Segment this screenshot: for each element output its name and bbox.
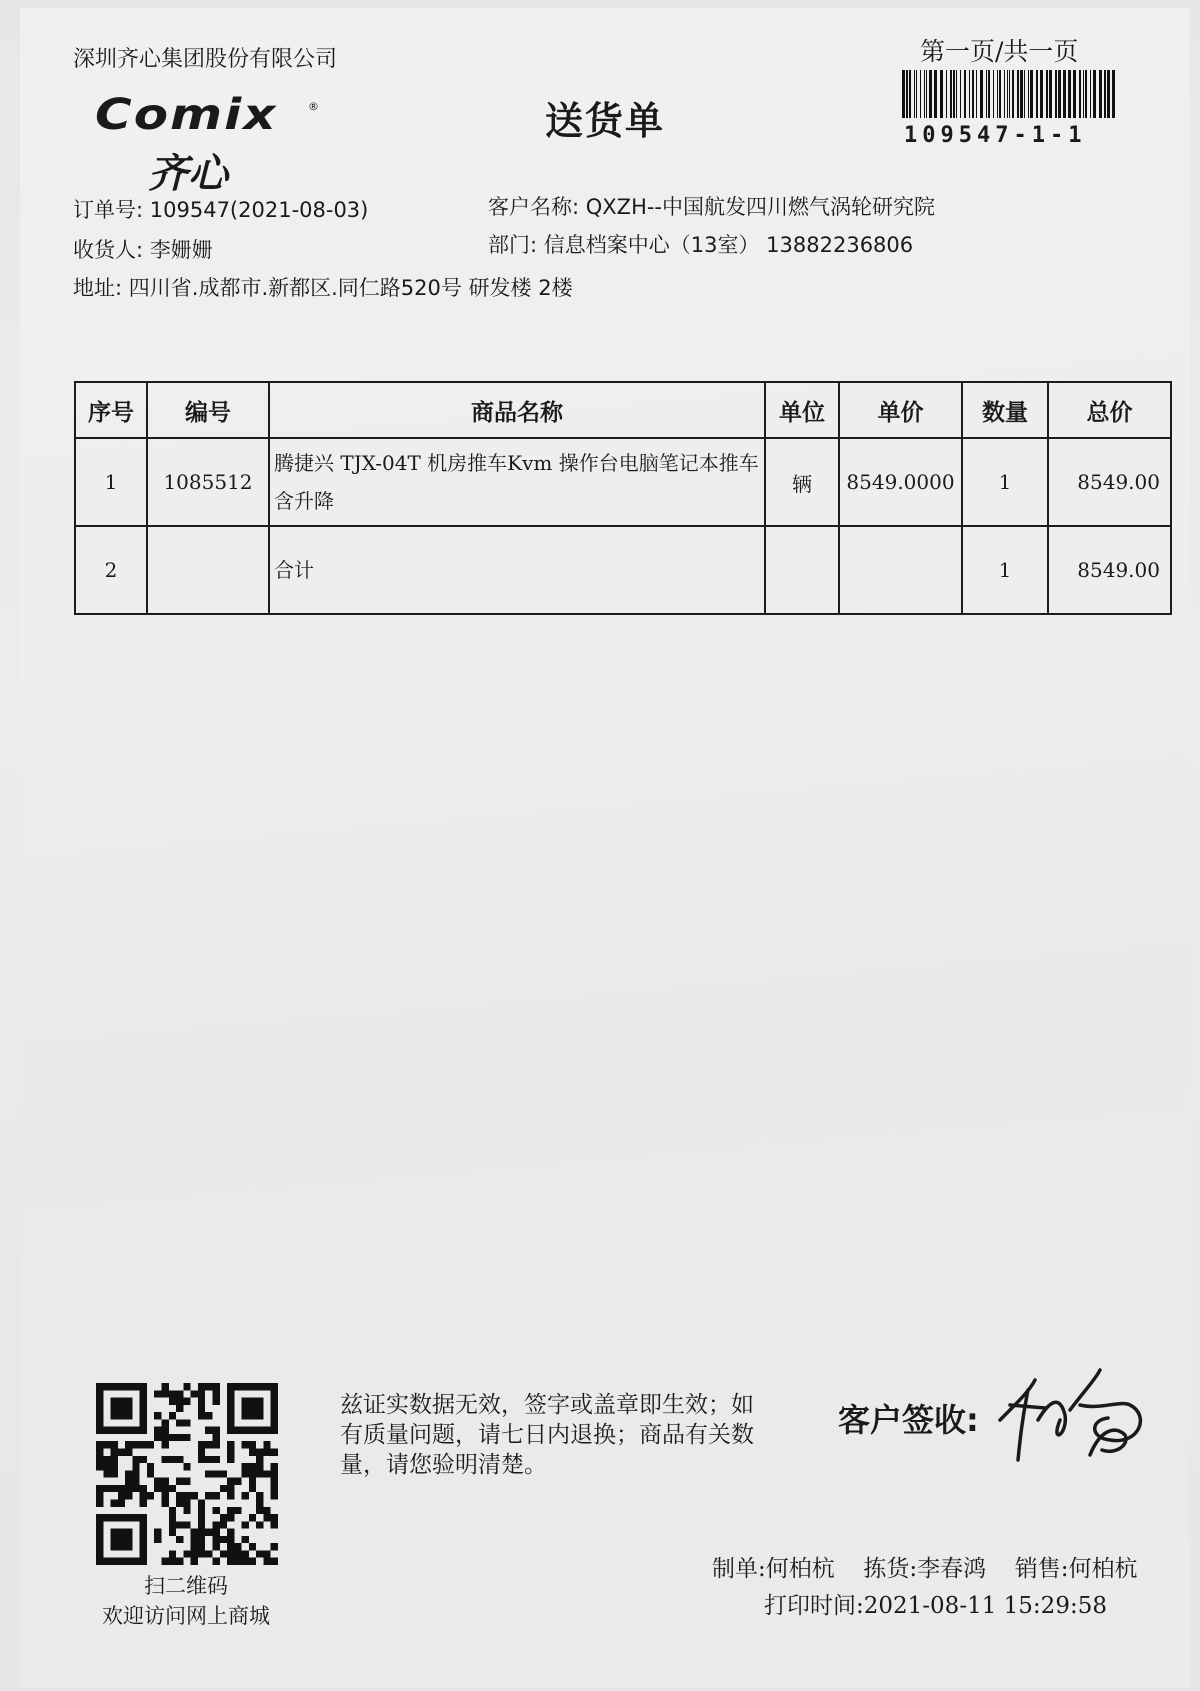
address-label: 地址: — [73, 276, 123, 300]
header-name: 商品名称 — [269, 382, 765, 438]
cell-price — [839, 526, 962, 614]
cell-seq: 2 — [75, 526, 147, 614]
customer-signature — [990, 1360, 1160, 1470]
barcode-bar — [976, 70, 977, 118]
barcode-bar — [1107, 70, 1110, 118]
order-number-label: 订单号: — [73, 198, 144, 222]
customer-sign-label: 客户签收: — [838, 1401, 979, 1439]
picker: 拣货:李春鸿 — [863, 1556, 987, 1582]
order-number-value: 109547(2021-08-03) — [149, 198, 369, 222]
barcode-bar — [980, 70, 983, 118]
barcode-bar — [1012, 70, 1014, 118]
barcode-bar — [999, 70, 1001, 118]
barcode-bar — [986, 70, 987, 118]
cell-price: 8549.0000 — [839, 438, 962, 526]
barcode-bar — [940, 70, 943, 118]
barcode-bar — [1104, 70, 1106, 118]
barcode-bar — [920, 70, 921, 118]
barcode-bar — [929, 70, 932, 118]
barcode-bar — [1024, 70, 1025, 118]
barcode-bar — [1058, 70, 1061, 118]
print-time: 打印时间:2021-08-11 15:29:58 — [764, 1593, 1107, 1619]
barcode-bar — [906, 70, 908, 118]
maker: 制单:何柏杭 — [712, 1556, 835, 1582]
cell-seq: 1 — [75, 438, 147, 526]
qr-code[interactable] — [96, 1383, 278, 1565]
barcode-bar — [1073, 70, 1076, 118]
barcode-bar — [997, 70, 998, 118]
barcode-bar — [1079, 70, 1081, 118]
barcode-bar — [1007, 70, 1008, 118]
goods-table — [74, 381, 1172, 615]
barcode-bar — [1009, 70, 1010, 118]
document-title: 送货单 — [545, 99, 666, 143]
table-header-row — [75, 382, 1171, 438]
cell-code — [147, 526, 269, 614]
barcode-bar — [1030, 70, 1033, 118]
cell-unit: 辆 — [765, 438, 839, 526]
barcode-bar — [1068, 70, 1071, 118]
barcode-bar — [1049, 70, 1052, 118]
qr-caption-scan: 扫二维码 — [144, 1574, 228, 1598]
address — [73, 272, 573, 302]
barcode-bar — [993, 70, 994, 118]
address-value: 四川省.成都市.新都区.同仁路520号 研发楼 2楼 — [128, 276, 573, 300]
barcode-bar — [1099, 70, 1102, 118]
barcode-bar — [1036, 70, 1038, 118]
barcode-bar — [914, 70, 915, 118]
barcode-bar — [1004, 70, 1005, 118]
barcode-bar — [972, 70, 974, 118]
barcode-bar — [1017, 70, 1019, 118]
barcode-bar — [1112, 70, 1115, 118]
cell-qty: 1 — [962, 438, 1048, 526]
cell-code: 1085512 — [147, 438, 269, 526]
receiver-label: 收货人: — [73, 238, 144, 262]
header-qty: 数量 — [962, 382, 1048, 438]
customer-name — [488, 191, 935, 221]
barcode-bar — [964, 70, 966, 118]
department-label: 部门: — [488, 233, 538, 257]
qr-caption-visit: 欢迎访问网上商城 — [102, 1604, 270, 1628]
header-unit: 单位 — [765, 382, 839, 438]
order-number — [73, 194, 368, 224]
barcode-bar — [924, 70, 925, 118]
cell-total: 8549.00 — [1048, 526, 1171, 614]
barcode-bar — [926, 70, 927, 118]
page-info: 第一页/共一页 — [920, 37, 1079, 66]
customer-label: 客户名称: — [488, 195, 580, 219]
barcode-bar — [909, 70, 911, 118]
header-price: 单价 — [839, 382, 962, 438]
barcode-bar — [1093, 70, 1096, 118]
sales: 销售:何柏杭 — [1014, 1556, 1138, 1582]
barcode-bar — [956, 70, 957, 118]
barcode-bar — [1020, 70, 1023, 118]
table-row-total — [75, 526, 1171, 614]
cell-name: 合计 — [269, 526, 765, 614]
staff-line — [712, 1550, 1138, 1583]
cell-qty: 1 — [962, 526, 1048, 614]
barcode-bar — [902, 70, 905, 118]
barcode-bar — [969, 70, 970, 118]
cell-name: 腾捷兴 TJX-04T 机房推车Kvm 操作台电脑笔记本推车含升降 — [269, 438, 765, 526]
barcode-bar — [953, 70, 955, 118]
company-name: 深圳齐心集团股份有限公司 — [73, 47, 338, 72]
table-row — [75, 438, 1171, 526]
barcode-bar — [1083, 70, 1084, 118]
customer-value: QXZH--中国航发四川燃气涡轮研究院 — [585, 195, 936, 219]
barcode-bar — [1090, 70, 1091, 118]
barcode-bar — [960, 70, 961, 118]
receiver — [73, 234, 213, 264]
receiver-value: 李姗姗 — [149, 238, 213, 262]
department — [488, 229, 913, 259]
barcode-bar — [1085, 70, 1087, 118]
logo-text-zh: 齐心 — [148, 151, 228, 197]
barcode-number: 109547-1-1 — [904, 123, 1087, 148]
barcode-bar — [1055, 70, 1057, 118]
barcode-bar — [1040, 70, 1043, 118]
barcode-bar — [950, 70, 952, 118]
barcode-bar — [946, 70, 947, 118]
barcode-bar — [1046, 70, 1048, 118]
header-total: 总价 — [1048, 382, 1171, 438]
header-seq: 序号 — [75, 382, 147, 438]
barcode-bar — [1063, 70, 1066, 118]
department-value: 信息档案中心（13室） 13882236806 — [543, 233, 914, 257]
header-code: 编号 — [147, 382, 269, 438]
cell-unit — [765, 526, 839, 614]
barcode-bar — [988, 70, 990, 118]
notice-text: 兹证实数据无效，签字或盖章即生效；如有质量问题，请七日内退换；商品有关数量，请您验明清楚。 — [340, 1392, 754, 1478]
barcode-bar — [1028, 70, 1029, 118]
barcode — [902, 70, 1118, 118]
logo-registered-mark: ® — [308, 100, 319, 113]
barcode-bar — [916, 70, 917, 118]
logo-text-en: Comix — [95, 90, 278, 140]
barcode-bar — [934, 70, 937, 118]
cell-total: 8549.00 — [1048, 438, 1171, 526]
